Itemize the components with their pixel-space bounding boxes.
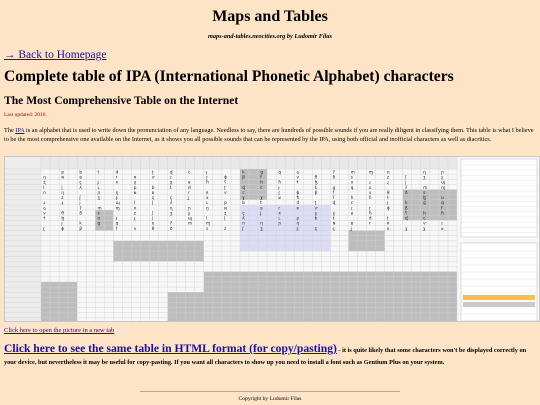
ipa-symbol: ʝ [350,225,352,231]
ipa-symbol: ɳ [423,169,426,175]
ipa-symbol: ɣ [133,179,137,185]
legend-highlight-swatch [463,295,535,300]
ipa-symbol: z [133,210,136,216]
ipa-symbol: β [405,205,408,211]
ipa-symbol: ʔ [79,205,82,211]
ipa-symbol: ʃ [405,174,407,180]
ipa-symbol: ʈ [314,200,317,206]
ipa-symbol: ɸ [296,189,300,195]
ipa-symbol: ɻ [386,179,389,185]
ipa-symbol: ʟ [278,215,281,221]
ipa-symbol: ɳ [61,189,65,195]
ipa-symbol: ʟ [206,200,209,206]
ipa-symbol: ħ [206,179,209,185]
ipa-symbol: ɱ [441,184,446,190]
ipa-symbol: ɬ [296,179,299,185]
ipa-symbol: ð [405,189,408,195]
site-title: Maps and Tables [212,8,328,25]
ipa-symbol: v [43,210,46,216]
ipa-symbol: m [97,205,102,211]
ipa-symbol: ʐ [151,195,154,201]
ipa-symbol: ʁ [441,225,444,231]
ipa-symbol: ɽ [206,174,208,180]
ipa-symbol: z [61,195,64,201]
ipa-table-graphic [5,157,540,322]
ipa-table-image[interactable] [4,156,540,322]
ipa-symbol: ʁ [350,210,354,216]
diacritics-panel [461,159,537,237]
ipa-symbol: d [115,169,119,175]
ipa-symbol: ɻ [133,215,136,221]
ipa-symbol: p [61,169,65,175]
ipa-symbol: ʂ [441,174,444,180]
ipa-symbol: ð [169,225,173,231]
ipa-symbol: ɮ [423,195,427,201]
ipa-symbol: ʒ [260,225,263,231]
ipa-symbol: x [386,225,390,231]
ipa-symbol: ħ [368,210,372,216]
ipa-symbol: b [151,184,155,190]
ipa-symbol: θ [314,174,318,180]
ipa-symbol: ŋ [296,220,300,226]
ipa-symbol: l [133,200,135,206]
ipa-symbol: ʈ [224,184,226,190]
ipa-symbol: b [242,200,245,206]
ipa-symbol: θ [151,225,155,231]
ipa-symbol: χ [332,210,336,216]
ipa-symbol: l [43,184,45,190]
ipa-symbol: ɡ [97,220,101,226]
ipa-symbol: ɾ [242,189,245,195]
html-format-note: - it is quite likely that some characters won't be displayed correctly on your device, but nevertheless it may be useful for copy-pasting. If you want all characters to show up you need to install a font such as Gentium Plus on your system. [4,347,527,367]
ipa-symbol: ʙ [260,205,263,211]
ipa-symbol: ʐ [314,225,317,231]
intro-paragraph [4,127,536,144]
page-subtitle: The Most Comprehensive Table on the Internet [4,94,239,107]
ipa-symbol: ʝ [260,210,262,216]
ipa-symbol: ⱱ [314,205,318,211]
ipa-symbol: ʃ [151,210,154,216]
ipa-symbol: f [115,225,118,231]
ipa-symbol: ŋ [115,189,119,195]
ipa-symbol: ð [332,174,336,180]
ipa-symbol: x [115,179,119,185]
ipa-symbol: ɾ [441,220,444,226]
ipa-symbol: ʎ [79,184,82,190]
ipa-symbol: ɳ [260,220,264,226]
ipa-symbol: χ [423,225,426,231]
ipa-symbol: ɟ [386,200,389,206]
ipa-symbol: ɣ [242,195,245,201]
open-picture-new-tab-link[interactable]: Click here to open the picture in a new tab [4,327,115,334]
ipa-symbol: χ [260,195,263,201]
legend-grey-swatch [463,302,535,307]
ipa-symbol: ʎ [169,200,173,206]
page-title: Complete table of IPA (International Phonetic Alphabet) characters [4,68,454,85]
ipa-symbol: m [350,169,355,175]
ipa-symbol: ʀ [133,174,137,180]
ipa-symbol: ʋ [441,195,444,201]
ipa-symbol: ɡ [332,184,336,190]
ipa-symbol: j [405,179,407,185]
ipa-symbol: ɖ [169,169,173,175]
ipa-symbol: ɢ [296,169,300,175]
ipa-symbol: β [242,174,245,180]
ipa-symbol: q [441,200,444,206]
ipa-symbol: ɱ [206,220,211,226]
html-format-link[interactable]: Click here to see the same table in HTML format (for copy/pasting) [4,342,337,355]
ipa-symbol: ŋ [43,174,46,180]
ipa-symbol: ʀ [206,189,209,195]
ipa-symbol: ɬ [43,215,46,221]
ipa-symbol: ʂ [296,225,299,231]
ipa-symbol: ɹ [368,179,371,185]
ipa-symbol: p [133,184,137,190]
ipa-symbol: r [368,220,371,226]
ipa-symbol: ɱ [368,169,373,175]
ipa-symbol: t [97,169,100,175]
ipa-symbol: ç [242,210,245,216]
ipa-symbol: ç [169,195,173,201]
ipa-symbol: h [350,195,354,201]
ipa-symbol: ʒ [423,174,426,180]
ipa-symbol: ʝ [187,195,190,201]
ipa-symbol: θ [61,210,64,216]
ipa-symbol: ɲ [187,205,191,211]
ipa-symbol: p [224,200,227,206]
ipa-symbol: ʙ [151,189,155,195]
ipa-symbol: c [187,169,191,175]
ipa-symbol: ɻ [61,200,64,206]
ipa-symbol: ⱱ [151,174,155,180]
ipa-symbol: p [296,215,300,221]
copyright-text: Copyright by Ludomir Filas [238,396,302,402]
ipa-symbol: ʝ [97,179,99,185]
ipa-symbol: s [350,174,353,180]
ipa-symbol: d [368,215,372,221]
ipa-symbol: ɮ [61,215,65,221]
ipa-symbol: f [332,189,335,195]
footer-divider [140,391,400,392]
ipa-symbol: ʙ [350,220,354,226]
ipa-symbol: v [368,189,372,195]
ipa-symbol: ʐ [43,179,46,185]
ipa-symbol: z [224,225,227,231]
ipa-symbol: ɦ [278,179,282,185]
ipa-symbol: f [260,174,262,180]
ipa-symbol: ɹ [115,215,118,221]
ipa-symbol: ɴ [133,189,137,195]
ipa-symbol: k [405,200,408,206]
ipa-symbol: ɰ [115,200,120,206]
ipa-symbol: ʈ [386,215,389,221]
ipa-symbol: ʐ [224,210,227,216]
ipa-symbol: ʁ [187,179,191,185]
ipa-symbol: ɭ [224,215,226,221]
ipa-symbol: ɸ [386,205,390,211]
ipa-symbol: ʕ [224,179,227,185]
ipa-symbol: t [260,200,262,206]
intro-text: is an alphabet that is used to write down the pronunciation of any language. Needless to say, there are hundreds of possible sounds if you are really diligent in classifying them. This table is what I believe to be the most comprehensive one available on the Internet, as it shows you all possible sounds that can be represented by the IPA, using both official and inofficial characters as well as diacritics. [4,127,534,143]
ipa-symbol: ɽ [368,205,371,211]
ipa-symbol: ʙ [79,174,82,180]
ipa-symbol: l [206,215,208,221]
ipa-symbol: m [187,220,193,226]
ipa-symbol: ɟ [61,220,63,226]
ipa-symbol: ɖ [405,215,408,221]
ipa-symbol: ʟ [97,184,100,190]
html-format-section [4,343,538,370]
ipa-symbol: ɽ [278,189,281,195]
ipa-symbol: n [386,169,390,175]
ipa-symbol: r [187,189,190,195]
ipa-symbol: ɱ [115,205,120,211]
ipa-symbol: q [278,169,282,175]
ipa-symbol: β [79,225,83,231]
ipa-symbol: ⱱ [423,220,427,226]
ipa-symbol: χ [169,179,173,185]
ipa-symbol: d [187,184,191,190]
ipa-symbol: ⱱ [224,189,228,195]
legend-panel [461,243,537,321]
ipa-symbol: ɖ [242,184,245,190]
ipa-symbol: ɾ [169,174,173,180]
ipa-symbol: r [115,174,118,180]
ipa-symbol: q [350,184,354,190]
ipa-symbol: ʎ [242,215,245,221]
ipa-symbol: v [133,225,137,231]
ipa-symbol: ɬ [386,195,389,201]
ipa-symbol: ʋ [97,215,101,221]
ipa-symbol: ɦ [441,210,444,216]
ipa-symbol: ç [79,179,82,185]
ipa-symbol: ʔ [169,220,173,226]
ipa-symbol: ð [79,210,82,216]
ipa-symbol: ɢ [43,205,46,211]
ipa-symbol: ɴ [332,220,336,226]
ipa-symbol: ʔ [405,184,408,190]
ipa-symbol: h [423,210,426,216]
ipa-symbol: c [260,184,263,190]
ipa-symbol: ɲ [441,169,444,175]
ipa-symbol: k [242,169,245,175]
ipa-symbol: n [43,189,46,195]
ipa-symbol: f [441,205,443,211]
ipa-symbol: j [79,200,81,206]
ipa-symbol: m [423,184,428,190]
ipa-symbol: z [386,174,390,180]
ipa-symbol: b [79,169,83,175]
ipa-symbol: ɣ [405,225,408,231]
ipa-symbol: n [242,220,245,226]
ipa-symbol: ŋ [206,205,209,211]
ipa-symbol: ɸ [61,225,65,231]
ipa-symbol: ɦ [368,195,372,201]
ipa-symbol: ʃ [242,225,244,231]
ipa-link[interactable]: IPA [15,127,25,134]
ipa-symbol: x [206,195,209,201]
ipa-symbol: ɰ [187,215,193,221]
ipa-symbol: ɲ [97,189,101,195]
ipa-symbol: ɮ [314,179,318,185]
ipa-symbol: ʔ [332,169,335,175]
ipa-symbol: k [314,184,318,190]
site-subtitle: maps-and-tables.neocities.org by Ludomir Filas [207,33,333,40]
ipa-symbol: ɢ [151,220,155,226]
ipa-symbol: d [296,200,300,206]
ipa-symbol: s [206,225,209,231]
ipa-symbol: s [423,189,426,195]
ipa-symbol: ʃ [79,195,81,201]
intro-prefix: The [4,127,16,134]
ipa-symbol: ɲ [278,220,282,226]
ipa-symbol: ʒ [169,210,173,216]
ipa-symbol: x [278,210,281,216]
ipa-symbol: ħ [296,195,300,201]
ipa-symbol: θ [386,189,390,195]
ipa-symbol: ɟ [206,169,208,175]
ipa-symbol: ʀ [296,205,300,211]
ipa-symbol: ɴ [61,174,65,180]
ipa-symbol: ɸ [224,174,227,180]
ipa-symbol: ʀ [386,220,390,226]
ipa-symbol: β [314,189,318,195]
ipa-symbol: ɟ [278,184,280,190]
ipa-symbol: ʋ [350,179,354,185]
ipa-symbol: j [151,215,153,221]
ipa-symbol: ɳ [169,205,173,211]
ipa-symbol: ʈ [151,169,154,175]
ipa-symbol: ɽ [43,225,45,231]
ipa-symbol: h [260,179,263,185]
ipa-symbol: r [278,205,281,211]
ipa-symbol: t [169,184,172,190]
ipa-symbol: ɹ [43,200,45,206]
last-updated-text: Last updated: 2016. [4,112,47,118]
ipa-symbol: ɭ [151,200,153,206]
ipa-symbol: ɢ [368,184,372,190]
back-to-homepage-link[interactable]: → Back to Homepage [4,49,107,61]
ipa-symbol: k [79,220,82,226]
ipa-symbol: v [296,174,299,180]
ipa-symbol: ʂ [115,195,118,201]
ipa-symbol: c [350,200,354,206]
ipa-symbol: ʁ [278,195,281,201]
ipa-symbol: ɡ [423,200,426,206]
ipa-symbol: ɖ [332,200,336,206]
ipa-symbol: b [314,215,318,221]
ipa-symbol: n [133,205,137,211]
ipa-symbol: q [115,220,119,226]
ipa-symbol: ʂ [187,210,191,216]
ipa-symbol: ɾ [350,205,353,211]
ipa-symbol: ɴ [224,205,227,211]
ipa-symbol: ɣ [314,210,318,216]
ipa-symbol: ɭ [61,184,63,190]
ipa-symbol: ʕ [405,210,408,216]
ipa-symbol: ʒ [97,195,100,201]
ipa-symbol: t [332,215,335,221]
ipa-symbol: ɰ [441,179,446,185]
ipa-symbol: ʕ [332,195,335,201]
ipa-symbol: ɡ [260,169,263,175]
ipa-symbol: s [97,210,100,216]
ipa-symbol: c [423,215,426,221]
ipa-symbol: ç [332,225,335,231]
